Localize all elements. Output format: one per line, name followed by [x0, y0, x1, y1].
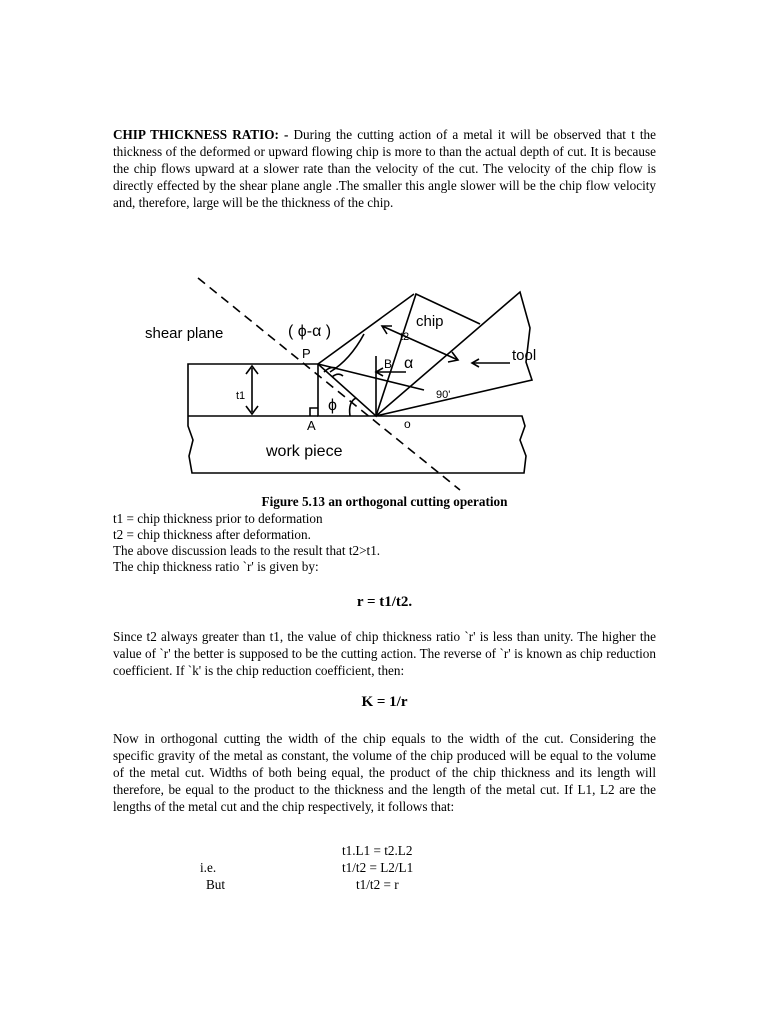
definition-line: t1 = chip thickness prior to deformation — [113, 511, 323, 526]
label-phi-minus-alpha: ( ϕ-α ) — [288, 323, 332, 340]
section-heading: CHIP THICKNESS RATIO: - — [113, 127, 289, 142]
unity-paragraph: Since t2 always greater than t1, the value of chip thickness ratio `r' is less than unity. The higher the value of `r' the better is supposed to be the cutting action. The reverse of `r' is known as chip reduction coefficient. If `k' is the chip reduction coefficient, then: — [113, 629, 656, 678]
orthogonal-cutting-diagram — [140, 268, 560, 493]
label-b: B — [384, 357, 393, 371]
orthogonal-cutting-figure — [140, 268, 560, 493]
label-phi: ϕ — [328, 397, 337, 414]
label-a: A — [307, 418, 316, 433]
label-p: P — [302, 346, 311, 361]
equation-2: t1/t2 = L2/L1 — [342, 860, 414, 875]
equation-3: t1/t2 = r — [356, 877, 399, 892]
intro-paragraph — [113, 126, 656, 211]
label-work-piece: work piece — [266, 443, 343, 460]
equation-3-prefix: But — [206, 877, 226, 892]
label-tool: tool — [512, 347, 537, 364]
intro-text: During the cutting action of a metal it will be observed that t the thickness of the deformed or upward flowing chip is more to than the actual depth of cut. It is because the chip flows upward at a slower rate than the velocity of the cut. The velocity of the chip flow is directly effected by the shear plane angle .The smaller this angle slower will be the chip flow velocity and, therefore, large will be the thickness of the chip. — [113, 127, 656, 210]
label-chip: chip — [416, 313, 444, 330]
label-t1: t1 — [236, 390, 246, 402]
label-alpha: α — [404, 355, 414, 372]
formula-k: K = 1/r — [361, 694, 408, 710]
definition-line: The above discussion leads to the result that t2>t1. — [113, 543, 381, 558]
label-t2: t2 — [400, 331, 410, 343]
figure-caption: Figure 5.13 an orthogonal cutting operation — [261, 494, 508, 509]
volume-paragraph: Now in orthogonal cutting the width of the chip equals to the width of the cut. Considering the specific gravity of the metal as constant, the volume of the chip produced will be equal to the volume of the metal cut. Widths of both being equal, the product of the chip thickness and its length will therefore, be equal to the product to the thickness and the length of the metal cut. If L1, L2 are the lengths of the metal cut and the chip respectively, it follows that: — [113, 731, 656, 814]
definition-line: The chip thickness ratio `r' is given by: — [113, 559, 319, 574]
definition-line: t2 = chip thickness after deformation. — [113, 527, 311, 542]
formula-r: r = t1/t2. — [356, 594, 413, 610]
label-o: o — [404, 417, 411, 431]
definitions-list — [113, 511, 380, 575]
label-90: 90' — [436, 389, 451, 401]
equation-2-prefix: i.e. — [200, 860, 217, 875]
equation-1: t1.L1 = t2.L2 — [342, 843, 413, 858]
label-shear-plane: shear plane — [145, 325, 224, 342]
